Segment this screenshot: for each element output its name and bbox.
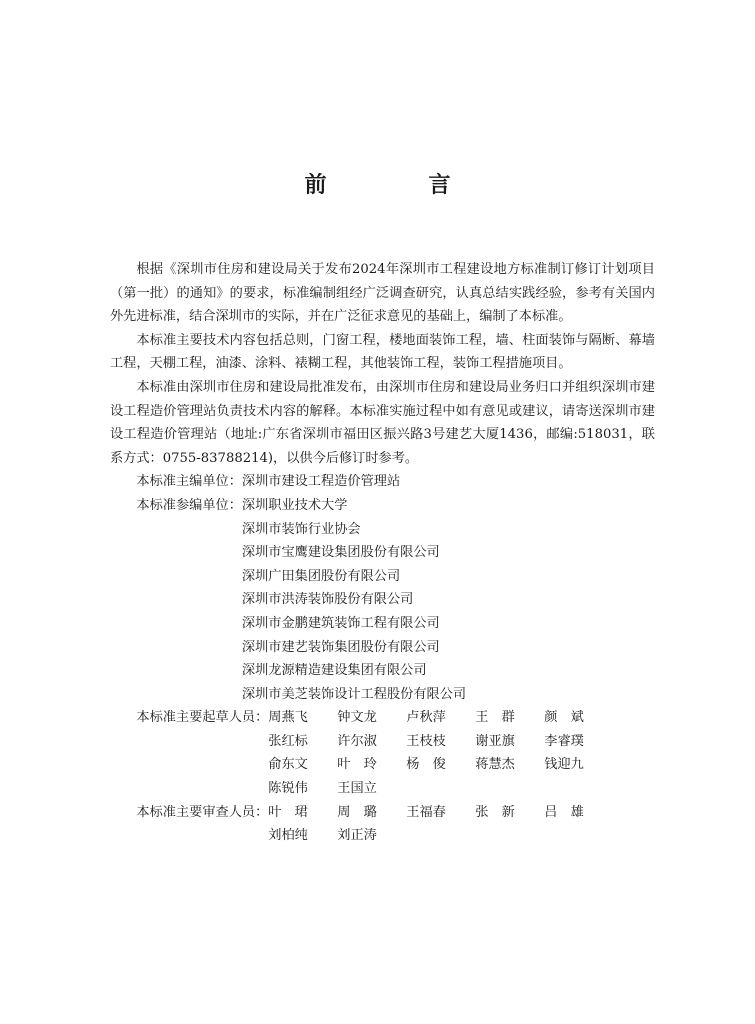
participating-unit-item: 深圳市美芝装饰设计工程股份有限公司 xyxy=(241,686,467,702)
drafter-name: 钱迎九 xyxy=(544,757,584,773)
participating-unit-item: 深圳市装饰行业协会 xyxy=(241,521,361,537)
reviewer-name: 刘柏纯 xyxy=(268,828,308,844)
drafter-name: 张红标 xyxy=(268,733,308,749)
paragraph-content: 本标准主要技术内容包括总则，门窗工程，楼地面装饰工程，墙、柱面装饰与隔断、幕墙工程，天棚工程，油漆、涂料、裱糊工程，其他装饰工程，装饰工程措施项目。 xyxy=(110,332,655,372)
drafter-name: 谢亚旗 xyxy=(475,733,515,749)
drafter-name: 卢秋萍 xyxy=(406,710,446,726)
chief-editor-label: 本标准主编单位： xyxy=(136,474,242,490)
drafter-name: 俞东文 xyxy=(268,757,308,773)
chief-editor-list xyxy=(242,470,400,494)
drafter-name: 陈锐伟 xyxy=(268,781,308,797)
chief-editor-item: 深圳市建设工程造价管理站 xyxy=(241,474,401,490)
drafters-grid xyxy=(268,706,613,800)
paragraph-background: 根据《深圳市住房和建设局关于发布2024年深圳市工程建设地方标准制订修订计划项目（第一批）的通知》的要求，标准编制组经广泛调查研究，认真总结实践经验，参考有关国内外先进标准，结合深圳市的实际，并在广泛征求意见的基础上，编制了本标准。 xyxy=(110,262,655,325)
reviewer-name: 张 新 xyxy=(475,804,515,820)
drafter-name: 蒋慧杰 xyxy=(475,757,515,773)
paragraph-approval: 本标准由深圳市住房和建设局批准发布，由深圳市住房和建设局业务归口并组织深圳市建设工程造价管理站负责技术内容的解释。本标准实施过程中如有意见或建议，请寄送深圳市建设工程造价管理站（地址:广东省深圳市福田区振兴路3号建艺大厦1436，邮编:518031，联系方式：0755-83788214)，以供今后修订时参考。 xyxy=(110,379,655,466)
participating-units xyxy=(110,494,655,706)
drafter-name: 叶 玲 xyxy=(337,757,377,773)
reviewers-section xyxy=(110,801,655,848)
participating-unit-item: 深圳广田集团股份有限公司 xyxy=(241,568,401,584)
reviewers-label: 本标准主要审查人员： xyxy=(136,804,269,820)
drafter-name: 杨 俊 xyxy=(406,757,446,773)
page-title: 前 言 xyxy=(304,173,491,198)
participating-unit-item: 深圳职业技术大学 xyxy=(241,497,348,513)
preface-body xyxy=(110,258,655,848)
drafter-name: 王 群 xyxy=(475,710,515,726)
drafters-section xyxy=(110,706,655,800)
drafter-name: 周燕飞 xyxy=(268,710,308,726)
drafter-name: 钟文龙 xyxy=(337,710,377,726)
drafters-label: 本标准主要起草人员： xyxy=(136,710,269,726)
participating-unit-item: 深圳市宝鹰建设集团股份有限公司 xyxy=(241,545,440,561)
participating-units-list xyxy=(242,494,466,706)
drafter-name: 李睿璞 xyxy=(544,733,584,749)
reviewer-name: 叶 珺 xyxy=(268,804,308,820)
drafter-name: 颜 斌 xyxy=(544,710,584,726)
reviewer-name: 刘正涛 xyxy=(337,828,377,844)
chief-editor-unit xyxy=(110,470,655,494)
participating-unit-item: 深圳市建艺装饰集团股份有限公司 xyxy=(241,639,440,655)
participating-unit-item: 深圳市金鹏建筑装饰工程有限公司 xyxy=(241,615,440,631)
drafter-name: 王国立 xyxy=(337,781,377,797)
reviewers-grid xyxy=(268,801,613,848)
reviewer-name: 周 璐 xyxy=(337,804,377,820)
participating-unit-item: 深圳市洪涛装饰股份有限公司 xyxy=(241,592,414,608)
drafter-name: 王枝枝 xyxy=(406,733,446,749)
drafter-name: 许尔淑 xyxy=(337,733,377,749)
reviewer-name: 王福春 xyxy=(406,804,446,820)
participating-unit-item: 深圳龙源精造建设集团有限公司 xyxy=(241,663,427,679)
participating-units-label: 本标准参编单位： xyxy=(136,497,242,513)
reviewer-name: 吕 雄 xyxy=(544,804,584,820)
